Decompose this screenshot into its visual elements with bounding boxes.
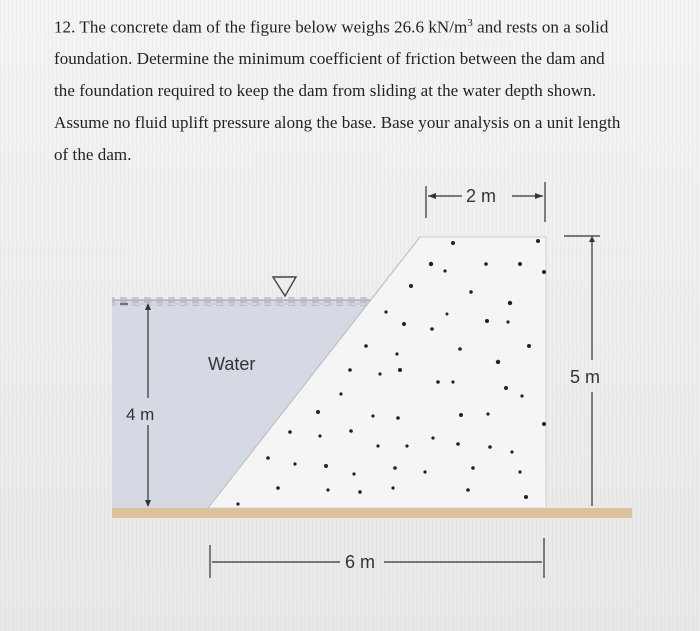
problem-line-2: foundation. Determine the minimum coefficient of friction between the dam and — [54, 49, 605, 69]
height-label: 5 m — [570, 367, 601, 387]
problem-line-1: 12. The concrete dam of the figure below weighs 26.6 $kN/m^3$ and rests on a solid — [54, 17, 609, 37]
problem-line-3: the foundation required to keep the dam from sliding at the water depth shown. — [54, 81, 597, 101]
foundation-strip — [112, 508, 632, 518]
water-label: Water — [208, 354, 256, 374]
base-width-dimension — [210, 538, 544, 578]
water-level-marker-icon — [273, 277, 296, 296]
base-width-label: 6 m — [345, 552, 376, 572]
top-width-label: 2 m — [466, 186, 497, 206]
water-surface-marks — [112, 296, 380, 306]
problem-line-5: of the dam. — [54, 144, 132, 164]
unit-superscript: 3 — [467, 17, 473, 29]
problem-line-4: Assume no fluid uplift pressure along the base. Base your analysis on a unit length — [54, 113, 621, 133]
water-depth-label: 4 m — [126, 405, 155, 424]
